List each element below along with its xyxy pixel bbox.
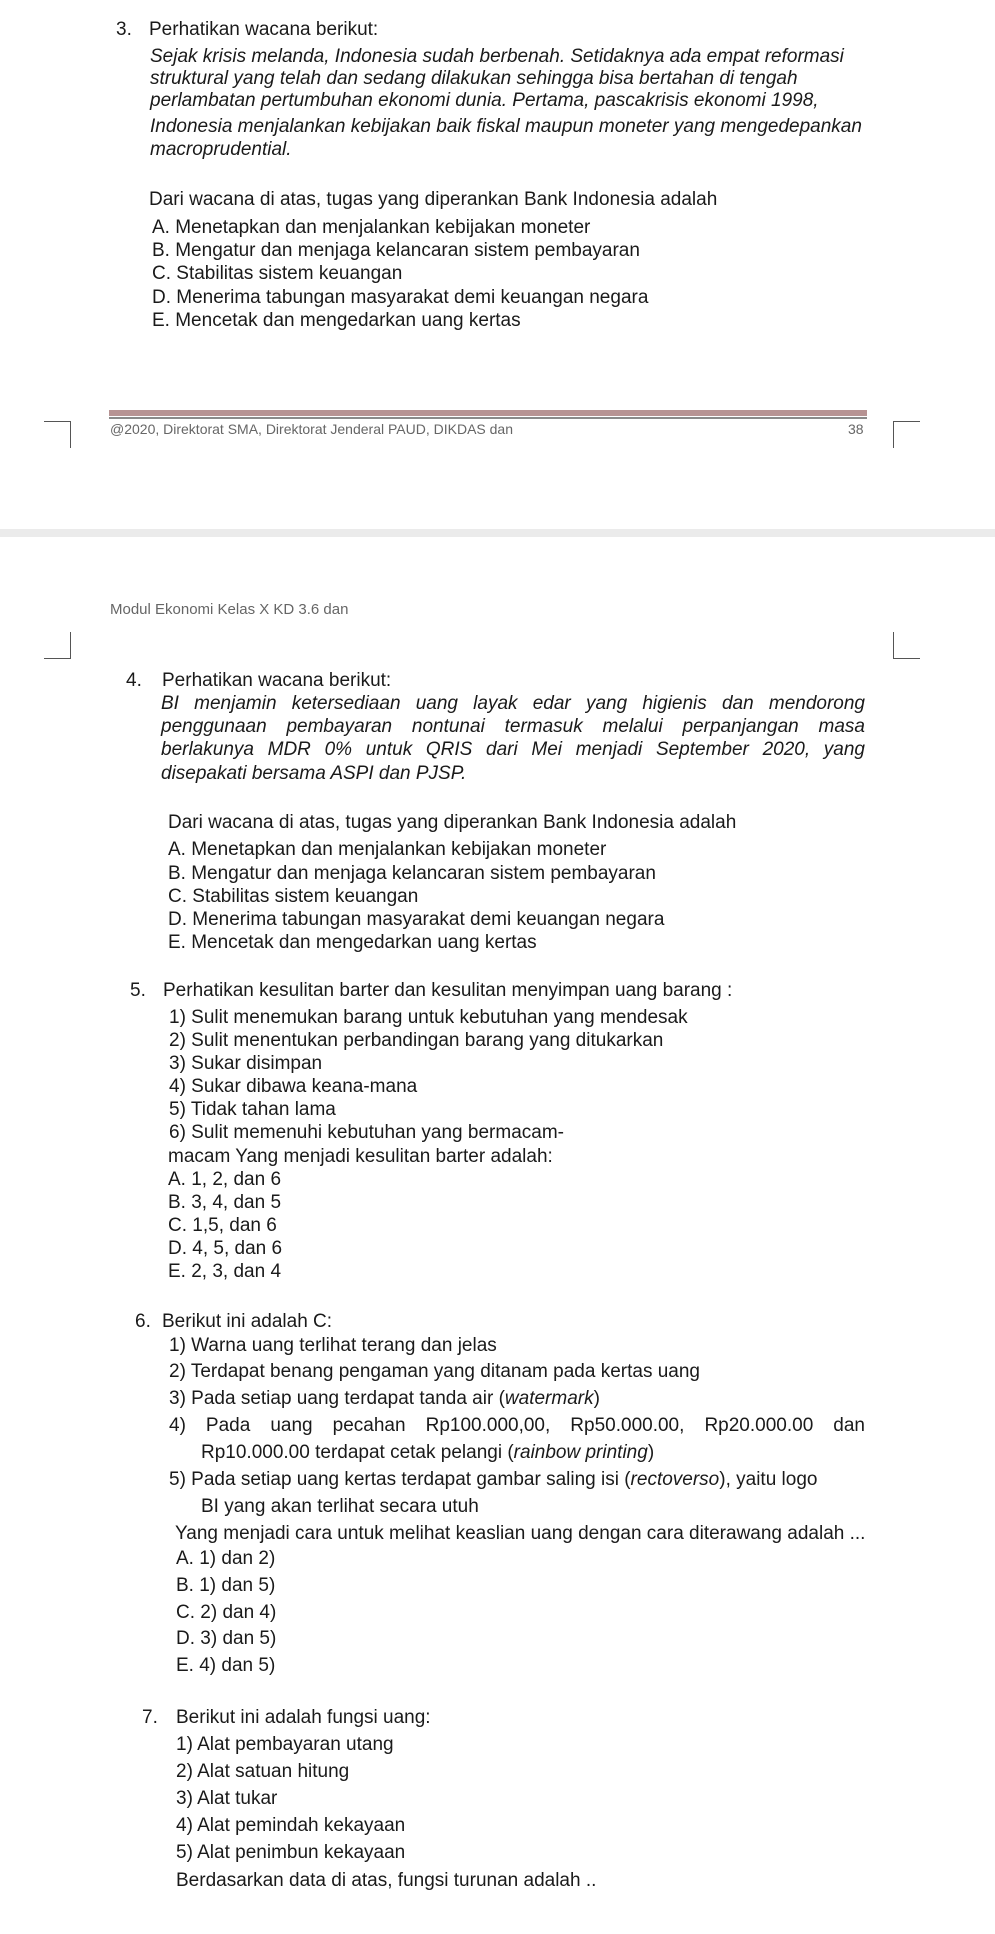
question-number: 3. <box>116 19 132 40</box>
answer-option: E. Mencetak dan mengedarkan uang kertas <box>168 932 537 953</box>
answer-option: A. 1) dan 2) <box>176 1548 276 1569</box>
list-item: 3) Alat tukar <box>176 1788 278 1809</box>
answer-option: C. 2) dan 4) <box>176 1602 277 1623</box>
answer-option: B. Mengatur dan menjaga kelancaran sistem pembayaran <box>168 863 656 884</box>
list-item-continuation: BI yang akan terlihat secara utuh <box>201 1496 479 1517</box>
question-text: macam Yang menjadi kesulitan barter adalah: <box>168 1146 553 1167</box>
answer-option: D. Menerima tabungan masyarakat demi keuangan negara <box>168 909 665 930</box>
answer-option: B. 3, 4, dan 5 <box>168 1192 282 1213</box>
crop-mark <box>44 421 71 448</box>
question-number: 5. <box>130 980 146 1001</box>
passage-line: struktural yang telah dan sedang dilakukan sehingga bisa bertahan di tengah <box>150 68 798 89</box>
answer-option: A. Menetapkan dan menjalankan kebijakan moneter <box>168 839 607 860</box>
footer-copyright: @2020, Direktorat SMA, Direktorat Jenderal PAUD, DIKDAS dan <box>110 421 513 437</box>
crop-mark <box>893 632 920 659</box>
list-item: 1) Sulit menemukan barang untuk kebutuhan yang mendesak <box>169 1007 688 1028</box>
answer-option: D. 3) dan 5) <box>176 1628 277 1649</box>
question-number: 7. <box>142 1707 158 1728</box>
footer-rule-thin <box>109 417 867 419</box>
question-number: 6. <box>135 1311 151 1332</box>
passage-line: Indonesia menjalankan kebijakan baik fiskal maupun moneter yang mengedepankan <box>150 116 862 137</box>
answer-option: D. 4, 5, dan 6 <box>168 1238 283 1259</box>
answer-option: B. 1) dan 5) <box>176 1575 276 1596</box>
question-heading: Berikut ini adalah C: <box>162 1311 333 1332</box>
passage-line: disepakati bersama ASPI dan PJSP. <box>161 763 467 784</box>
list-item: 2) Alat satuan hitung <box>176 1761 350 1782</box>
passage-line: BI menjamin ketersediaan uang layak edar yang higienis dan mendorong <box>161 693 865 714</box>
footer-rule <box>109 410 867 416</box>
list-item: 5) Tidak tahan lama <box>169 1099 336 1120</box>
question-number: 4. <box>126 670 142 691</box>
list-item: 2) Sulit menentukan perbandingan barang yang ditukarkan <box>169 1030 664 1051</box>
answer-option: C. Stabilitas sistem keuangan <box>152 263 403 284</box>
list-item: 4) Alat pemindah kekayaan <box>176 1815 406 1836</box>
answer-option: E. Mencetak dan mengedarkan uang kertas <box>152 310 521 331</box>
answer-option: C. Stabilitas sistem keuangan <box>168 886 419 907</box>
list-item: 1) Warna uang terlihat terang dan jelas <box>169 1335 497 1356</box>
crop-mark <box>893 421 920 448</box>
question-heading: Perhatikan wacana berikut: <box>162 670 392 691</box>
list-item: 6) Sulit memenuhi kebutuhan yang bermacam- <box>169 1122 564 1143</box>
answer-option: D. Menerima tabungan masyarakat demi keuangan negara <box>152 287 649 308</box>
answer-option: C. 1,5, dan 6 <box>168 1215 277 1236</box>
question-text: Dari wacana di atas, tugas yang diperankan Bank Indonesia adalah <box>149 189 718 210</box>
answer-option: B. Mengatur dan menjaga kelancaran sistem pembayaran <box>152 240 640 261</box>
list-item: 3) Sukar disimpan <box>169 1053 323 1074</box>
answer-option: A. Menetapkan dan menjalankan kebijakan moneter <box>152 217 591 238</box>
list-item: 4) Sukar dibawa keana-mana <box>169 1076 418 1097</box>
header-title: Modul Ekonomi Kelas X KD 3.6 dan <box>110 601 349 618</box>
list-item: 4) Pada uang pecahan Rp100.000,00, Rp50.000.00, Rp20.000.00 dan <box>169 1415 865 1436</box>
page-separator <box>0 529 995 537</box>
list-item: 2) Terdapat benang pengaman yang ditanam pada kertas uang <box>169 1361 700 1382</box>
answer-option: E. 4) dan 5) <box>176 1655 276 1676</box>
passage-line: Sejak krisis melanda, Indonesia sudah berbenah. Setidaknya ada empat reformasi <box>150 46 844 67</box>
list-item-continuation: Rp10.000.00 terdapat cetak pelangi (rainbow printing) <box>201 1442 655 1463</box>
list-item: 1) Alat pembayaran utang <box>176 1734 394 1755</box>
question-text: Yang menjadi cara untuk melihat keaslian uang dengan cara diterawang adalah ... <box>175 1523 866 1544</box>
list-item: 3) Pada setiap uang terdapat tanda air (watermark) <box>169 1388 600 1409</box>
question-text: Dari wacana di atas, tugas yang diperankan Bank Indonesia adalah <box>168 812 737 833</box>
list-item: 5) Pada setiap uang kertas terdapat gambar saling isi (rectoverso), yaitu logo <box>169 1469 818 1490</box>
answer-option: E. 2, 3, dan 4 <box>168 1261 282 1282</box>
answer-option: A. 1, 2, dan 6 <box>168 1169 282 1190</box>
question-heading: Perhatikan wacana berikut: <box>149 19 379 40</box>
question-heading: Perhatikan kesulitan barter dan kesulitan menyimpan uang barang : <box>163 980 733 1001</box>
passage-line: penggunaan pembayaran nontunai termasuk melalui perpanjangan masa <box>161 716 865 737</box>
crop-mark <box>44 632 71 659</box>
passage-line: perlambatan pertumbuhan ekonomi dunia. Pertama, pascakrisis ekonomi 1998, <box>150 90 819 111</box>
page-number: 38 <box>848 421 864 437</box>
question-heading: Berikut ini adalah fungsi uang: <box>176 1707 431 1728</box>
list-item: 5) Alat penimbun kekayaan <box>176 1842 406 1863</box>
passage-line: berlakunya MDR 0% untuk QRIS dari Mei menjadi September 2020, yang <box>161 739 865 760</box>
question-text: Berdasarkan data di atas, fungsi turunan adalah .. <box>176 1870 597 1891</box>
passage-line: macroprudential. <box>150 139 292 160</box>
